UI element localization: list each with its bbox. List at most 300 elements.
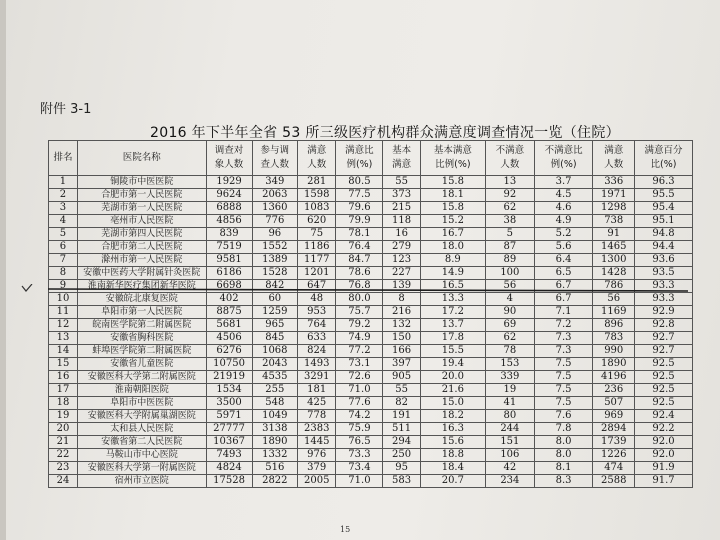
- column-header: [593, 141, 635, 176]
- hospital-name-cell: 阜阳市第一人民医院: [77, 306, 206, 319]
- table-cell: 15.0: [420, 397, 485, 410]
- table-header-row: [49, 141, 693, 176]
- column-header: [420, 141, 485, 176]
- table-row: [49, 306, 693, 319]
- table-cell: 166: [383, 345, 420, 358]
- table-cell: 106: [485, 449, 534, 462]
- table-cell: 13: [49, 332, 78, 345]
- hospital-name-cell: 安徽省第二人民医院: [77, 436, 206, 449]
- table-cell: 84.7: [336, 254, 383, 267]
- table-row: [49, 449, 693, 462]
- table-cell: 72.6: [336, 371, 383, 384]
- table-cell: 12: [49, 319, 78, 332]
- hospital-name-cell: 淮南新华医疗集团新华医院: [77, 280, 206, 293]
- table-cell: 89: [485, 254, 534, 267]
- table-cell: 10750: [206, 358, 252, 371]
- table-cell: 3291: [298, 371, 336, 384]
- table-cell: 7: [49, 254, 78, 267]
- table-cell: 511: [383, 423, 420, 436]
- table-cell: 620: [298, 215, 336, 228]
- table-cell: 21.6: [420, 384, 485, 397]
- table-cell: 4: [485, 293, 534, 306]
- table-cell: 153: [485, 358, 534, 371]
- table-cell: 92.9: [635, 306, 693, 319]
- table-cell: 234: [485, 475, 534, 488]
- table-cell: 90: [485, 306, 534, 319]
- table-row: [49, 176, 693, 189]
- hospital-name-cell: 宿州市立医院: [77, 475, 206, 488]
- table-cell: 7.5: [534, 358, 593, 371]
- table-cell: 18.4: [420, 462, 485, 475]
- table-row: [49, 202, 693, 215]
- hospital-name-cell: 铜陵市中医医院: [77, 176, 206, 189]
- table-cell: 3138: [252, 423, 297, 436]
- table-cell: 93.3: [635, 293, 693, 306]
- table-cell: 22: [49, 449, 78, 462]
- table-cell: 1332: [252, 449, 297, 462]
- table-cell: 55: [383, 384, 420, 397]
- table-cell: 1259: [252, 306, 297, 319]
- table-row: [49, 189, 693, 202]
- hospital-name-cell: 阜阳市中医医院: [77, 397, 206, 410]
- table-cell: 18: [49, 397, 78, 410]
- table-row: [49, 410, 693, 423]
- hospital-name-cell: 合肥市第一人民医院: [77, 189, 206, 202]
- table-cell: 7.3: [534, 332, 593, 345]
- table-cell: 82: [383, 397, 420, 410]
- column-header-line-2: 满意: [392, 159, 412, 170]
- table-cell: 79.2: [336, 319, 383, 332]
- table-cell: 1083: [298, 202, 336, 215]
- table-cell: 373: [383, 189, 420, 202]
- table-cell: 92.5: [635, 371, 693, 384]
- table-cell: 227: [383, 267, 420, 280]
- table-cell: 1890: [593, 358, 635, 371]
- table-cell: 80: [485, 410, 534, 423]
- table-cell: 6.4: [534, 254, 593, 267]
- table-cell: 76.4: [336, 241, 383, 254]
- table-cell: 7493: [206, 449, 252, 462]
- table-cell: 16.5: [420, 280, 485, 293]
- table-cell: 336: [593, 176, 635, 189]
- table-cell: 250: [383, 449, 420, 462]
- hospital-name-cell: 马鞍山市中心医院: [77, 449, 206, 462]
- table-cell: 1465: [593, 241, 635, 254]
- table-row: [49, 475, 693, 488]
- table-cell: 93.5: [635, 267, 693, 280]
- table-cell: 9581: [206, 254, 252, 267]
- table-cell: 55: [383, 176, 420, 189]
- table-cell: 4.9: [534, 215, 593, 228]
- table-cell: 15.5: [420, 345, 485, 358]
- table-cell: 1739: [593, 436, 635, 449]
- table-cell: 91: [593, 228, 635, 241]
- hospital-name-cell: 安徽省儿童医院: [77, 358, 206, 371]
- column-header-line-1: 满意: [604, 145, 624, 156]
- table-cell: 60: [252, 293, 297, 306]
- table-cell: 1360: [252, 202, 297, 215]
- hospital-name-cell: 安徽中医药大学附属针灸医院: [77, 267, 206, 280]
- table-cell: 990: [593, 345, 635, 358]
- table-cell: 91.9: [635, 462, 693, 475]
- table-cell: 94.8: [635, 228, 693, 241]
- table-row: [49, 241, 693, 254]
- table-cell: 1428: [593, 267, 635, 280]
- table-cell: 5: [49, 228, 78, 241]
- table-cell: 4: [49, 215, 78, 228]
- table-cell: 583: [383, 475, 420, 488]
- table-cell: 824: [298, 345, 336, 358]
- table-cell: 21919: [206, 371, 252, 384]
- table-cell: 76.8: [336, 280, 383, 293]
- table-cell: 92.8: [635, 319, 693, 332]
- hospital-name-cell: 安徽皖北康复医院: [77, 293, 206, 306]
- table-cell: 17.8: [420, 332, 485, 345]
- table-cell: 181: [298, 384, 336, 397]
- column-header: [336, 141, 383, 176]
- table-cell: 17.2: [420, 306, 485, 319]
- table-cell: 20.0: [420, 371, 485, 384]
- table-cell: 79.6: [336, 202, 383, 215]
- table-cell: 27777: [206, 423, 252, 436]
- table-row: [49, 267, 693, 280]
- table-cell: 281: [298, 176, 336, 189]
- table-cell: 74.9: [336, 332, 383, 345]
- table-cell: 10367: [206, 436, 252, 449]
- table-cell: 1445: [298, 436, 336, 449]
- table-row: [49, 319, 693, 332]
- table-cell: 4506: [206, 332, 252, 345]
- table-cell: 14: [49, 345, 78, 358]
- table-cell: 3500: [206, 397, 252, 410]
- table-cell: 2894: [593, 423, 635, 436]
- table-cell: 21: [49, 436, 78, 449]
- table-cell: 92.5: [635, 358, 693, 371]
- hospital-name-cell: 安徽省胸科医院: [77, 332, 206, 345]
- table-cell: 839: [206, 228, 252, 241]
- table-cell: 1186: [298, 241, 336, 254]
- table-cell: 4.6: [534, 202, 593, 215]
- table-cell: 20.7: [420, 475, 485, 488]
- table-cell: 516: [252, 462, 297, 475]
- table-cell: 402: [206, 293, 252, 306]
- table-cell: 1068: [252, 345, 297, 358]
- table-cell: 7.8: [534, 423, 593, 436]
- table-cell: 905: [383, 371, 420, 384]
- table-cell: 845: [252, 332, 297, 345]
- table-cell: 150: [383, 332, 420, 345]
- table-cell: 1049: [252, 410, 297, 423]
- satisfaction-table: [48, 140, 693, 488]
- hospital-name-cell: 芜湖市第一人民医院: [77, 202, 206, 215]
- table-cell: 9: [49, 280, 78, 293]
- table-cell: 18.8: [420, 449, 485, 462]
- table-cell: 10: [49, 293, 78, 306]
- table-row: [49, 423, 693, 436]
- table-cell: 1528: [252, 267, 297, 280]
- table-cell: 7.5: [534, 384, 593, 397]
- table-cell: 778: [298, 410, 336, 423]
- table-row: [49, 332, 693, 345]
- table-cell: 56: [485, 280, 534, 293]
- table-cell: 95.1: [635, 215, 693, 228]
- table-cell: 1201: [298, 267, 336, 280]
- table-cell: 95: [383, 462, 420, 475]
- table-row: [49, 228, 693, 241]
- table-cell: 969: [593, 410, 635, 423]
- table-cell: 96.3: [635, 176, 693, 189]
- table-cell: 339: [485, 371, 534, 384]
- table-cell: 123: [383, 254, 420, 267]
- column-header-line-1: 排名: [53, 152, 73, 163]
- table-cell: 1890: [252, 436, 297, 449]
- column-header-line-1: 参与调: [260, 145, 290, 156]
- hospital-name-cell: 芜湖市第四人民医院: [77, 228, 206, 241]
- table-cell: 6698: [206, 280, 252, 293]
- table-cell: 786: [593, 280, 635, 293]
- table-cell: 8.1: [534, 462, 593, 475]
- table-row: [49, 436, 693, 449]
- column-header: [298, 141, 336, 176]
- table-cell: 1177: [298, 254, 336, 267]
- table-cell: 7.6: [534, 410, 593, 423]
- table-cell: 92.0: [635, 436, 693, 449]
- hospital-name-cell: 蚌埠医学院第二附属医院: [77, 345, 206, 358]
- table-row: [49, 462, 693, 475]
- table-cell: 19: [485, 384, 534, 397]
- column-header-line-2: 比例(%): [435, 159, 471, 170]
- table-cell: 71.0: [336, 384, 383, 397]
- table-cell: 4856: [206, 215, 252, 228]
- table-cell: 92.5: [635, 397, 693, 410]
- table-cell: 76.5: [336, 436, 383, 449]
- table-row: [49, 280, 693, 293]
- table-cell: 15.8: [420, 176, 485, 189]
- table-cell: 4196: [593, 371, 635, 384]
- table-cell: 9624: [206, 189, 252, 202]
- table-cell: 6.5: [534, 267, 593, 280]
- column-header-line-2: 象人数: [214, 159, 244, 170]
- table-cell: 17528: [206, 475, 252, 488]
- column-header: [252, 141, 297, 176]
- table-cell: 16.7: [420, 228, 485, 241]
- table-cell: 294: [383, 436, 420, 449]
- column-header-line-2: 比(%): [650, 159, 677, 170]
- table-cell: 8: [49, 267, 78, 280]
- table-cell: 75: [298, 228, 336, 241]
- table-cell: 1389: [252, 254, 297, 267]
- table-cell: 6186: [206, 267, 252, 280]
- column-header-line-1: 基本满意: [433, 145, 472, 156]
- hospital-name-cell: 亳州市人民医院: [77, 215, 206, 228]
- table-cell: 6: [49, 241, 78, 254]
- table-row: [49, 384, 693, 397]
- table-cell: 1929: [206, 176, 252, 189]
- column-header-line-2: 人数: [307, 159, 327, 170]
- table-cell: 425: [298, 397, 336, 410]
- table-row: [49, 345, 693, 358]
- table-cell: 4535: [252, 371, 297, 384]
- table-cell: 7519: [206, 241, 252, 254]
- table-cell: 3.7: [534, 176, 593, 189]
- table-cell: 7.5: [534, 397, 593, 410]
- table-cell: 255: [252, 384, 297, 397]
- table-cell: 96: [252, 228, 297, 241]
- column-header: [383, 141, 420, 176]
- table-cell: 93.6: [635, 254, 693, 267]
- table-cell: 118: [383, 215, 420, 228]
- table-cell: 965: [252, 319, 297, 332]
- table-cell: 7.1: [534, 306, 593, 319]
- column-header: [485, 141, 534, 176]
- table-cell: 15.6: [420, 436, 485, 449]
- table-cell: 6.7: [534, 293, 593, 306]
- table-cell: 738: [593, 215, 635, 228]
- hospital-name-cell: 淮南朝阳医院: [77, 384, 206, 397]
- document-title: 2016 年下半年全省 53 所三级医疗机构群众满意度调查情况一览（住院）: [150, 125, 620, 141]
- column-header-line-2: 例(%): [550, 159, 577, 170]
- table-cell: 5: [485, 228, 534, 241]
- column-header: [77, 141, 206, 176]
- table-cell: 2043: [252, 358, 297, 371]
- table-row: [49, 254, 693, 267]
- table-cell: 16.3: [420, 423, 485, 436]
- table-cell: 41: [485, 397, 534, 410]
- table-cell: 4.5: [534, 189, 593, 202]
- table-cell: 13: [485, 176, 534, 189]
- table-cell: 77.5: [336, 189, 383, 202]
- hospital-name-cell: 太和县人民医院: [77, 423, 206, 436]
- table-cell: 2: [49, 189, 78, 202]
- table-cell: 92.2: [635, 423, 693, 436]
- table-cell: 5681: [206, 319, 252, 332]
- column-header: [206, 141, 252, 176]
- table-cell: 75.9: [336, 423, 383, 436]
- table-cell: 7.5: [534, 371, 593, 384]
- hospital-name-cell: 安徽医科大学附属巢湖医院: [77, 410, 206, 423]
- table-cell: 842: [252, 280, 297, 293]
- table-cell: 42: [485, 462, 534, 475]
- table-cell: 474: [593, 462, 635, 475]
- table-cell: 92.4: [635, 410, 693, 423]
- table-cell: 78.1: [336, 228, 383, 241]
- table-cell: 776: [252, 215, 297, 228]
- table-row: [49, 215, 693, 228]
- table-cell: 5.6: [534, 241, 593, 254]
- hospital-name-cell: 安徽医科大学第一附属医院: [77, 462, 206, 475]
- table-cell: 92.0: [635, 449, 693, 462]
- table-row: [49, 397, 693, 410]
- table-cell: 397: [383, 358, 420, 371]
- table-cell: 953: [298, 306, 336, 319]
- page-number: 15: [340, 525, 351, 534]
- table-cell: 8.9: [420, 254, 485, 267]
- table-cell: 5971: [206, 410, 252, 423]
- table-cell: 976: [298, 449, 336, 462]
- table-cell: 1598: [298, 189, 336, 202]
- table-cell: 6.7: [534, 280, 593, 293]
- table-cell: 507: [593, 397, 635, 410]
- table-cell: 236: [593, 384, 635, 397]
- table-cell: 279: [383, 241, 420, 254]
- table-row: [49, 371, 693, 384]
- table-cell: 18.0: [420, 241, 485, 254]
- table-cell: 7.2: [534, 319, 593, 332]
- table-cell: 1300: [593, 254, 635, 267]
- table-cell: 80.5: [336, 176, 383, 189]
- table-cell: 78.6: [336, 267, 383, 280]
- table-cell: 139: [383, 280, 420, 293]
- table-cell: 13.7: [420, 319, 485, 332]
- table-cell: 62: [485, 202, 534, 215]
- hospital-name-cell: 安徽医科大学第二附属医院: [77, 371, 206, 384]
- table-cell: 2063: [252, 189, 297, 202]
- table-cell: 896: [593, 319, 635, 332]
- hospital-name-cell: 合肥市第二人民医院: [77, 241, 206, 254]
- appendix-label: 附件 3-1: [40, 102, 92, 117]
- table-cell: 95.4: [635, 202, 693, 215]
- table-cell: 3: [49, 202, 78, 215]
- table-cell: 100: [485, 267, 534, 280]
- table-cell: 2588: [593, 475, 635, 488]
- table-cell: 548: [252, 397, 297, 410]
- table-cell: 92.7: [635, 345, 693, 358]
- table-cell: 4824: [206, 462, 252, 475]
- table-cell: 91.7: [635, 475, 693, 488]
- table-cell: 6276: [206, 345, 252, 358]
- column-header: [635, 141, 693, 176]
- column-header-line-1: 基本: [392, 145, 412, 156]
- table-cell: 24: [49, 475, 78, 488]
- table-cell: 56: [593, 293, 635, 306]
- table-cell: 15.2: [420, 215, 485, 228]
- table-cell: 244: [485, 423, 534, 436]
- table-cell: 2822: [252, 475, 297, 488]
- table-cell: 92.5: [635, 384, 693, 397]
- table-cell: 73.3: [336, 449, 383, 462]
- table-cell: 1534: [206, 384, 252, 397]
- table-cell: 78: [485, 345, 534, 358]
- column-header-line-2: 人数: [604, 159, 624, 170]
- column-header-line-2: 例(%): [346, 159, 373, 170]
- table-cell: 1226: [593, 449, 635, 462]
- table-cell: 73.1: [336, 358, 383, 371]
- table-cell: 1298: [593, 202, 635, 215]
- table-cell: 13.3: [420, 293, 485, 306]
- table-cell: 73.4: [336, 462, 383, 475]
- table-row: [49, 358, 693, 371]
- column-header-line-1: 满意百分: [644, 145, 683, 156]
- table-cell: 1169: [593, 306, 635, 319]
- table-cell: 14.9: [420, 267, 485, 280]
- table-cell: 1552: [252, 241, 297, 254]
- table-cell: 77.6: [336, 397, 383, 410]
- table-cell: 1: [49, 176, 78, 189]
- table-cell: 71.0: [336, 475, 383, 488]
- table-cell: 16: [383, 228, 420, 241]
- table-row: [49, 293, 693, 306]
- column-header-line-1: 满意比: [345, 145, 374, 156]
- table-cell: 15: [49, 358, 78, 371]
- table-cell: 6888: [206, 202, 252, 215]
- table-cell: 16: [49, 371, 78, 384]
- table-cell: 79.9: [336, 215, 383, 228]
- table-cell: 1493: [298, 358, 336, 371]
- table-cell: 8.0: [534, 436, 593, 449]
- table-cell: 215: [383, 202, 420, 215]
- table-cell: 8875: [206, 306, 252, 319]
- column-header-line-2: 人数: [500, 159, 520, 170]
